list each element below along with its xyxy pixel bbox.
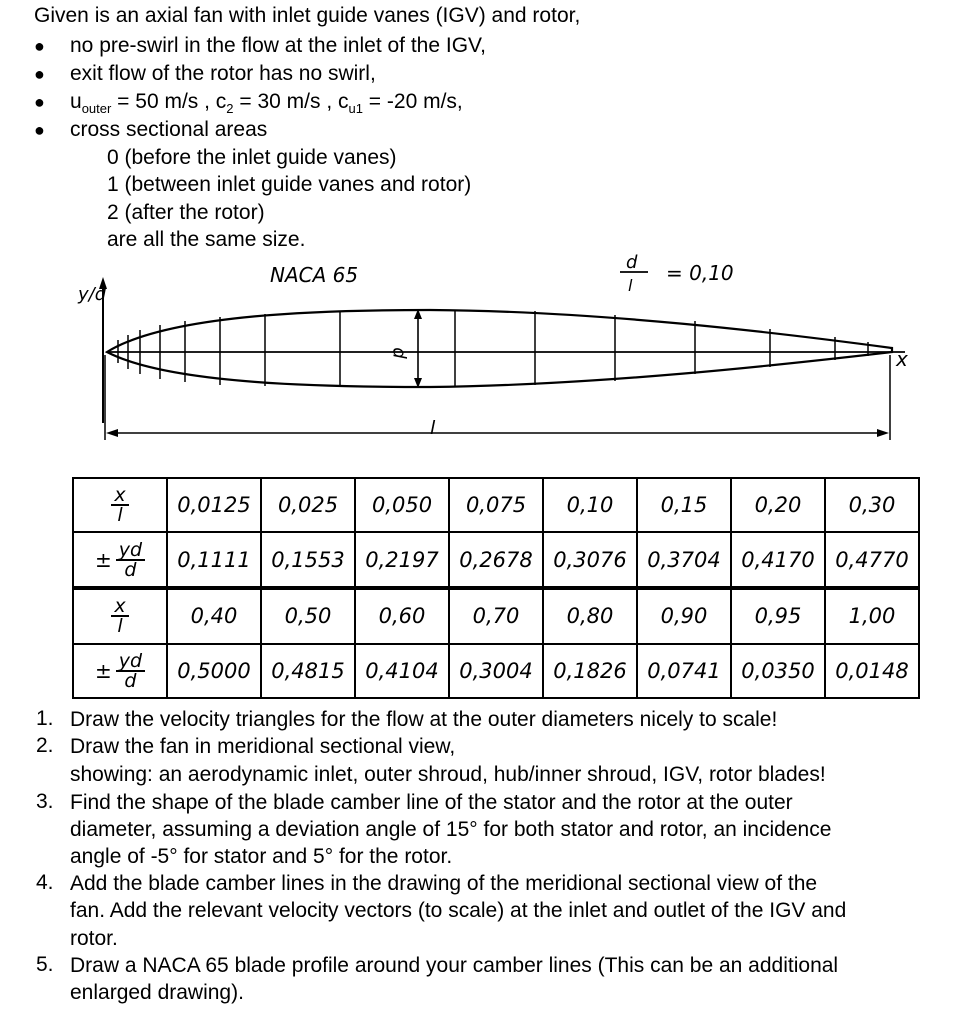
row-header-y: ± $\frac{yd}{d}$ [73,644,167,698]
cu1-value: = -20 m/s, [362,90,463,113]
table-cell: 0,2678 [449,532,543,588]
task-4-line-1: Add the blade camber lines in the drawing of the meridional sectional view of the [70,872,818,895]
table-row [73,532,919,588]
task-1: Draw the velocity triangles for the flow at the outer diameters nicely to scale! [70,708,778,731]
area-1: 1 (between inlet guide vanes and rotor) [107,173,472,196]
table-cell: 0,70 [449,588,543,644]
naca-profile-drawing [0,255,960,470]
table-cell: 0,075 [449,478,543,532]
table-cell: 0,4104 [355,644,449,698]
table-cell: 0,80 [543,588,637,644]
c2-subscript: 2 [226,101,234,117]
profile-title: NACA 65 [270,263,359,287]
task-3-line-3: angle of -5° for stator and 5° for the rotor. [70,845,453,868]
u-subscript: outer [81,101,112,117]
task-4-line-2: fan. Add the relevant velocity vectors (to scale) at the inlet and outlet of the IGV and [70,899,847,922]
bullet-icon: ● [34,36,45,56]
table-row [73,588,919,644]
table-cell: 0,1826 [543,644,637,698]
intro-text: Given is an axial fan with inlet guide vanes (IGV) and rotor, [34,4,581,27]
thickness-label: d [388,347,410,359]
bullet-areas: cross sectional areas [70,118,268,141]
row-header-x: $\frac{x}{l}$ [73,478,167,532]
profile-y-axis-label: y/d [78,284,107,305]
table-cell: 0,90 [637,588,731,644]
task-3-line-2: diameter, assuming a deviation angle of 15° for both stator and rotor, an incidence [70,818,832,841]
table-row [73,478,919,532]
chord-label: l [430,417,436,439]
table-cell: 1,00 [825,588,919,644]
task-5-line-1: Draw a NACA 65 blade profile around your camber lines (This can be an additional [70,954,839,977]
table-cell: 0,4770 [825,532,919,588]
bullet-icon: ● [34,64,45,84]
c2-value: = 30 m/s , [233,90,333,113]
table-row [73,644,919,698]
bullet-exit-flow: exit flow of the rotor has no swirl, [70,62,376,85]
bullet-no-preswirl: no pre-swirl in the flow at the inlet of the IGV, [70,34,486,57]
table-cell: 0,30 [825,478,919,532]
table-cell: 0,1553 [261,532,355,588]
task-number: 2. [36,734,54,757]
table-cell: 0,4170 [731,532,825,588]
bullet-icon: ● [34,92,45,112]
ratio-value: = 0,10 [666,261,734,285]
task-3-line-1: Find the shape of the blade camber line of the stator and the rotor at the outer [70,791,793,814]
table-cell: 0,3704 [637,532,731,588]
task-number: 3. [36,790,54,813]
area-2: 2 (after the rotor) [107,201,265,224]
table-cell: 0,1111 [167,532,261,588]
area-same-size: are all the same size. [107,228,306,251]
table-cell: 0,60 [355,588,449,644]
naca-thickness-table [72,477,920,699]
profile-x-axis-label: x [896,347,908,371]
u-symbol: u [70,90,82,113]
table-cell: 0,4815 [261,644,355,698]
bullet-icon: ● [34,120,45,140]
task-2-line-2: showing: an aerodynamic inlet, outer shroud, hub/inner shroud, IGV, rotor blades! [70,763,826,786]
row-header-x: $\frac{x}{l}$ [73,588,167,644]
blade-profile-outline [107,310,892,387]
table-cell: 0,5000 [167,644,261,698]
u-value: = 50 m/s , [111,90,210,113]
task-number: 5. [36,953,54,976]
table-cell: 0,0148 [825,644,919,698]
table-cell: 0,0741 [637,644,731,698]
cu1-symbol: c [338,90,349,113]
table-cell: 0,50 [261,588,355,644]
row-header-y: ± $\frac{yd}{d}$ [73,532,167,588]
table-cell: 0,95 [731,588,825,644]
task-number: 4. [36,871,54,894]
ratio-denominator: l [628,276,633,295]
ratio-numerator: d [626,252,638,273]
table-cell: 0,3004 [449,644,543,698]
task-number: 1. [36,707,54,730]
table-cell: 0,3076 [543,532,637,588]
task-5-line-2: enlarged drawing). [70,981,244,1004]
table-cell: 0,40 [167,588,261,644]
table-cell: 0,10 [543,478,637,532]
table-cell: 0,050 [355,478,449,532]
area-0: 0 (before the inlet guide vanes) [107,146,397,169]
cu1-subscript: u1 [348,101,363,117]
table-cell: 0,0125 [167,478,261,532]
table-cell: 0,2197 [355,532,449,588]
table-cell: 0,15 [637,478,731,532]
table-cell: 0,20 [731,478,825,532]
table-cell: 0,025 [261,478,355,532]
table-cell: 0,0350 [731,644,825,698]
task-4-line-3: rotor. [70,927,118,950]
c2-symbol: c [215,90,227,113]
task-2-line-1: Draw the fan in meridional sectional view, [70,735,456,758]
